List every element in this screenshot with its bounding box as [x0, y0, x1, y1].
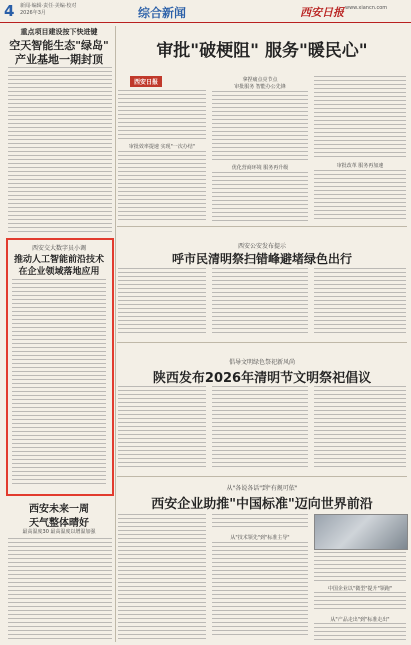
header-meta	[20, 3, 76, 17]
section-divider-3	[117, 476, 407, 477]
qingming-notice-col2	[212, 268, 308, 336]
boxed-title-line1: 推动人工智能前沿技术	[13, 255, 104, 265]
weather-title-line2: 天气整体晴好	[29, 518, 89, 529]
site-url: www.xiancn.com	[345, 5, 388, 11]
qingming-proposal-col3	[314, 386, 406, 470]
left-headline-main2: 产业基地一期封顶	[15, 53, 103, 66]
qingming-proposal-kicker: 倡导文明绿色祭祀新风尚	[228, 359, 295, 366]
qingming-proposal-col1	[118, 386, 206, 470]
standards-col3-text-c	[314, 623, 406, 640]
standards-subhead3: 从"产品走出"到"标准走出"	[330, 617, 390, 623]
header-meta-line2: 2026年3月	[20, 10, 46, 16]
standards-headline: 西安企业助推"中国标准"迈向世界前沿	[151, 497, 373, 512]
standards-subhead2: 中国企业以"微型"提升"领跑"	[327, 586, 393, 592]
standards-col2-text-a	[212, 514, 308, 530]
qingming-proposal-col2	[212, 386, 308, 470]
main-story-tag: 西安日报	[130, 76, 162, 87]
qingming-notice-col3	[314, 268, 406, 336]
section-divider-1	[117, 226, 407, 227]
qingming-proposal-title: 陕西发布2026年清明节文明祭祀倡议	[152, 371, 372, 386]
newspaper-logo: 西安日报	[300, 6, 344, 19]
column-divider	[115, 26, 116, 642]
standards-kicker: 从"各说各话"到"有规可依"	[226, 485, 298, 492]
section-divider-2	[117, 342, 407, 343]
main-col2-text-a	[212, 91, 308, 161]
left-article-text	[8, 67, 112, 233]
qingming-notice-col1	[118, 268, 206, 336]
main-col1-text-a	[118, 90, 206, 140]
standards-col3-text-b	[314, 592, 406, 612]
left-headline-main: 空天智能生态"绿岛"	[9, 39, 109, 52]
boxed-title-line2: 在企业领域落地应用	[18, 267, 100, 277]
main-col1-subhead: 审批效率提速 实现"一次办结"	[128, 144, 196, 150]
standards-subhead1: 从"技术领先"到"标准主导"	[230, 535, 290, 541]
main-col2-subhead2: 审批服务 智能办公先锋	[234, 84, 286, 90]
header-meta-line1: 新闻·编辑·责任·美编·校对	[20, 3, 77, 9]
qingming-notice-title: 呼市民清明祭扫错峰避堵绿色出行	[171, 252, 352, 266]
standards-photo	[314, 514, 408, 550]
main-col3-text-b	[314, 170, 406, 222]
weather-title-line1: 西安未来一周	[29, 504, 89, 515]
standards-col3-text-a	[314, 552, 406, 582]
page-header	[0, 0, 411, 23]
page-number: 4	[4, 2, 15, 20]
main-col3-subhead: 审批改革 服务再加速	[336, 163, 384, 169]
standards-col1-text	[118, 514, 206, 640]
main-col1-text-b	[118, 151, 206, 221]
main-col2-text-b	[212, 172, 308, 222]
main-col2-subhead1: 拿捏痛点亮节点	[242, 77, 278, 83]
section-title: 综合新闻	[138, 6, 187, 20]
weather-article-text	[8, 538, 112, 640]
main-headline: 审批"破梗阻" 服务"暖民心"	[156, 41, 368, 61]
boxed-kicker: 西安交大数字员小调	[31, 245, 86, 252]
left-headline-kicker: 重点项目建设按下快进键	[20, 28, 98, 36]
boxed-article-text	[12, 279, 106, 487]
main-col3-text-a	[314, 76, 406, 160]
standards-col2-text-b	[212, 542, 308, 638]
main-col2-subhead3: 优化营商环境 服务再升级	[231, 165, 289, 171]
qingming-notice-kicker: 西安公安发布提示	[237, 243, 286, 250]
weather-subtitle: 最高温度30 最高温度以增温加强	[22, 529, 96, 535]
